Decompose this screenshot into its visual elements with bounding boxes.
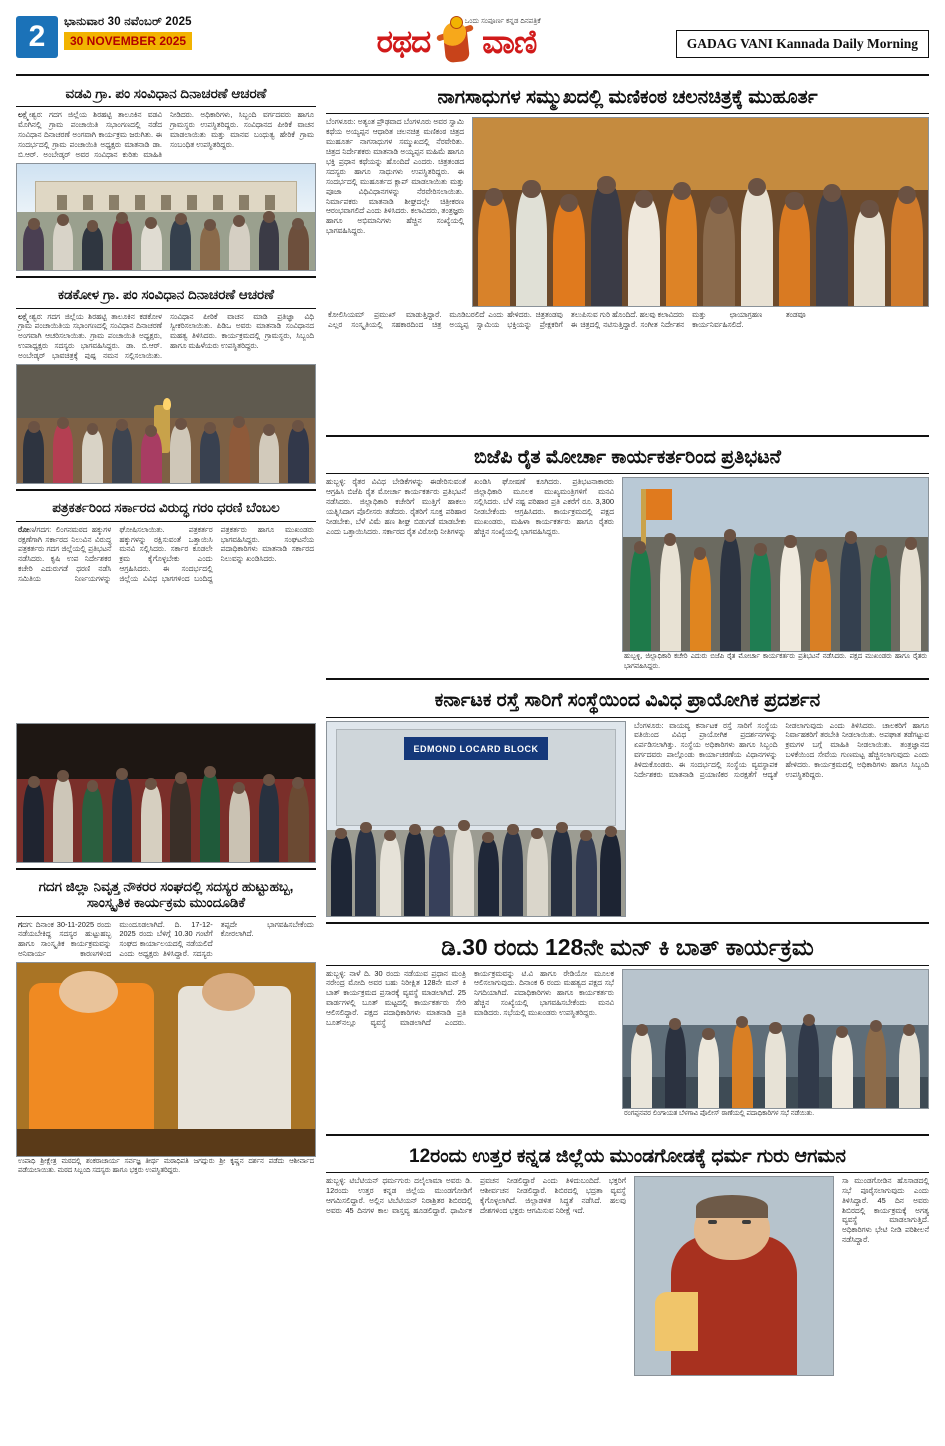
photo-caption: ಉಪಾಧಿ ಶ್ರೀಕ್ಷೇತ್ರ ಮಠದಲ್ಲಿ ಶಂಕರಾಚಾರ್ಯ ಸರ್ವಜ್ಞ ತೀರ್ಥ ಮಠಾಧಿಪತಿ ಜಗದ್ಗುರು ಶ್ರೀ ಕೃಷ್ಣನ ದರ್ಶನ ಪಡೆದು ಆಶೀರ್ವಾದ ಪಡೆಯಲಾಯಿತು. ಮಠದ ಸಿಬ್ಬಂದಿ ಸದಸ್ಯರು ಹಾಗೂ ಭಕ್ತರು ಉಪಸ್ಥಿತರಿದ್ದರು. xyxy=(18,1158,314,1175)
headline: ಪತ್ರಕರ್ತರಿಂದ ಸರ್ಕಾರದ ವಿರುದ್ಧ ಗರಂ ಧರಣಿ ಬೆಂಬಲ xyxy=(52,500,280,516)
logo-word-2: ವಾಣಿ xyxy=(482,22,537,60)
article-body: ಲಕ್ಷ್ಮೇಶ್ವರ: ಗದಗ ಜಿಲ್ಲೆಯ ಶಿರಹಟ್ಟಿ ತಾಲೂಕಿನ ಕಡಕೋಳ ಗ್ರಾಮ ಪಂಚಾಯಿತಿಯ ಸಭಾಂಗಣದಲ್ಲಿ ಸಂವಿಧಾನ ದಿನಾಚರಣೆ ಅಂಗವಾಗಿ ಆಚರಿಸಲಾಯಿತು. ಗ್ರಾಮ ಪಂಚಾಯಿತಿ ಅಧ್ಯಕ್ಷರು, ಉಪಾಧ್ಯಕ್ಷರು ಸದಸ್ಯರು ಭಾಗವಹಿಸಿದ್ದರು. ಡಾ. ಬಿ.ಆರ್. ಅಂಬೇಡ್ಕರ್ ಭಾವಚಿತ್ರಕ್ಕೆ ಪುಷ್ಪ ನಮನ ಸಲ್ಲಿಸಲಾಯಿತು. ಸಂವಿಧಾನ ಪೀಠಿಕೆ ವಾಚನ ಮಾಡಿ ಪ್ರತಿಜ್ಞಾ ವಿಧಿ ಸ್ವೀಕರಿಸಲಾಯಿತು. ಪಿಡಿಒ ಅವರು ಮಾತನಾಡಿ ಸಂವಿಧಾನದ ಮಹತ್ವ ತಿಳಿಸಿದರು. ಕಾರ್ಯಕ್ರಮದಲ್ಲಿ ಗ್ರಾಮಸ್ಥರು, ಸಿಬ್ಬಂದಿ ಹಾಗೂ ಮಹಿಳೆಯರು ಉಪಸ್ಥಿತರಿದ್ದರು. xyxy=(18,311,314,361)
article-body-continued: ಕೋಲಿಸಿಯಮ್ ಪ್ರಮುಖ್ ಮಾಡುತ್ತಿದ್ದಾರೆ. ಎಲ್ಲರ ಸಂಸ್ಕೃತಿಯಲ್ಲಿ ಸಹಕಾರದಿಂದ ಚಿತ್ರ ಮೂಡಿಬರಲಿದೆ ಎಂದು ಹೇಳಿದರು. ಚಿತ್ರತಂಡವು ಅಯ್ಯಪ್ಪ ಸ್ವಾಮಿಯ ಭಕ್ತಿಯನ್ನು ಪ್ರೇಕ್ಷಕರಿಗೆ ತಲುಪಿಸುವ ಗುರಿ ಹೊಂದಿದೆ. ಹಲವು ಕಲಾವಿದರು ಈ ಚಿತ್ರದಲ್ಲಿ ನಟಿಸುತ್ತಿದ್ದಾರೆ. ಸಂಗೀತ ನಿರ್ದೇಶನ ಮತ್ತು ಛಾಯಾಗ್ರಹಣ ತಂಡವೂ ಕಾರ್ಯನಿರ್ವಹಿಸಲಿದೆ. xyxy=(328,310,806,330)
article-dalai-lama-visit xyxy=(326,1141,929,1376)
masthead-left xyxy=(16,14,254,74)
date-block xyxy=(64,14,192,50)
logo-word-1: ರಥದ xyxy=(376,23,431,59)
dalai-lama-photo xyxy=(634,1176,834,1376)
article-body: ಹುಬ್ಬಳ್ಳಿ: ಟಿಬೆಟಿಯನ್ ಧರ್ಮಗುರು ದಲೈಲಾಮಾ ಅವರು ಡಿ. 12ರಂದು ಉತ್ತರ ಕನ್ನಡ ಜಿಲ್ಲೆಯ ಮುಂಡಗೋಡಿಗೆ ಆಗಮಿಸಲಿದ್ದಾರೆ. ಅಲ್ಲಿನ ಟಿಬೆಟಿಯನ್ ನಿರಾಶ್ರಿತರ ಶಿಬಿರದಲ್ಲಿ ಅವರು 45 ದಿನಗಳ ಕಾಲ ವಾಸ್ತವ್ಯ ಹೂಡಲಿದ್ದಾರೆ. ಧಾರ್ಮಿಕ ಪ್ರವಚನ ನೀಡಲಿದ್ದಾರೆ ಎಂದು ತಿಳಿದುಬಂದಿದೆ. ಭಕ್ತರಿಗೆ ಆಶೀರ್ವಚನ ನೀಡಲಿದ್ದಾರೆ. ಶಿಬಿರದಲ್ಲಿ ಭದ್ರತಾ ವ್ಯವಸ್ಥೆ ಕೈಗೊಳ್ಳಲಾಗಿದೆ. ಜಿಲ್ಲಾಡಳಿತ ಸಿದ್ಧತೆ ನಡೆಸಿದೆ. ಹಲವು ದೇಶಗಳಿಂದ ಭಕ್ತರು ಆಗಮಿಸುವ ನಿರೀಕ್ಷೆ ಇದೆ. xyxy=(326,1175,626,1215)
headline: 12ರಂದು ಉತ್ತರ ಕನ್ನಡ ಜಿಲ್ಲೆಯ ಮುಂಡಗೋಡಕ್ಕೆ ಧರ್ಮ ಗುರು ಆಗಮನ xyxy=(409,1145,846,1167)
masthead xyxy=(16,14,929,76)
article-body: ಲಕ್ಷ್ಮೇಶ್ವರ: ಗದಗ ಜಿಲ್ಲೆಯ ಶಿರಹಟ್ಟಿ ತಾಲೂಕಿನ ವಡವಿ ಮೊಗಿನಲ್ಲಿ ಗ್ರಾಮ ಪಂಚಾಯಿತಿ ಸಭಾಂಗಣದಲ್ಲಿ ನಡೆದ ಸಂವಿಧಾನ ದಿನಾಚರಣೆ ಅಂಗವಾಗಿ ಕಾರ್ಯಕ್ರಮ ಜರುಗಿತು. ಈ ಸಂದರ್ಭದಲ್ಲಿ ಗ್ರಾಮ ಪಂಚಾಯಿತಿ ಅಧ್ಯಕ್ಷರು ಮಾತನಾಡಿ ಡಾ. ಬಿ.ಆರ್. ಅಂಬೇಡ್ಕರ್ ಅವರ ಸಂವಿಧಾನ ಕುರಿತು ಮಾಹಿತಿ ನೀಡಿದರು. ಅಧಿಕಾರಿಗಳು, ಸಿಬ್ಬಂದಿ ವರ್ಗದವರು ಹಾಗೂ ಗ್ರಾಮಸ್ಥರು ಉಪಸ್ಥಿತರಿದ್ದರು. ಸಂವಿಧಾನದ ಪೀಠಿಕೆ ವಾಚನ ಮಾಡಲಾಯಿತು ಮತ್ತು ಮಾನವ ಬಂಧುತ್ವ ಹೇರಿಕೆ ಗ್ರಾಮ ಸಂಬಂಧಿತ ಉಪಸ್ಥಿತರಿದ್ದರು. xyxy=(18,110,314,160)
article-ksrtc-demonstration xyxy=(326,685,929,916)
party-meeting-photo xyxy=(622,969,929,1109)
photo-caption: ರಂಗಪ್ಪನವರ ಲಿಂಗಾಯತ ಬೆಳಗಾವಿ ಪೊಲೀಸ್ ಠಾಣೆಯಲ್ಲಿ ಪದಾಧಿಕಾರಿಗಳ ಸಭೆ ನಡೆಯಿತು. xyxy=(624,1109,815,1117)
headline: ವಡವಿ ಗ್ರಾ. ಪಂ ಸಂವಿಧಾನ ದಿನಾಚರಣೆ ಆಚರಣೆ xyxy=(65,86,267,101)
headline: ಕಡಕೋಳ ಗ್ರಾ. ಪಂ ಸಂವಿಧಾನ ದಿನಾಚರಣೆ ಆಚರಣೆ xyxy=(57,287,275,303)
date-english: 30 NOVEMBER 2025 xyxy=(64,32,192,50)
film-muhurta-photo xyxy=(472,117,929,307)
article-body-continued: ಸಾ ಮುಂಡಗೋಡಿನ ಹೊಸಾಡದಲ್ಲಿ ಸಭೆ ಪೂರೈಸಲಾಗುವುದು ಎಂದು ತಿಳಿಸಿದ್ದಾರೆ. 45 ದಿನ ಅವರು ಶಿಬಿರದಲ್ಲಿ ಕಾರ್ಯಕ್ರಮಕ್ಕೆ ಅಗತ್ಯ ವ್ಯವಸ್ಥೆ ಮಾಡಲಾಗುತ್ತಿದೆ. ಅಧಿಕಾರಿಗಳು ಭೇಟಿ ನೀಡಿ ಪರಿಶೀಲನೆ ನಡೆಸಿದ್ದಾರೆ. xyxy=(842,1175,929,1245)
bjp-farmers-protest-photo xyxy=(622,477,929,652)
logo-subtext: ಒಂದು ಸಂಪೂರ್ಣ ಕನ್ನಡ ದಿನಪತ್ರಿಕೆ xyxy=(464,18,541,25)
headline: ನಾಗಸಾಧುಗಳ ಸಮ್ಮುಖದಲ್ಲಿ ಮಣಿಕಂಠ ಚಲನಚಿತ್ರಕ್ಕೆ ಮುಹೂರ್ತ xyxy=(437,87,818,108)
left-column xyxy=(16,82,316,1427)
swamiji-meeting-photo xyxy=(16,962,316,1157)
headline: ಕರ್ನಾಟಕ ರಸ್ತೆ ಸಾರಿಗೆ ಸಂಸ್ಥೆಯಿಂದ ವಿವಿಧ ಪ್ರಾಯೋಗಿಕ ಪ್ರದರ್ಶನ xyxy=(434,690,821,712)
article-body: ಹುಬ್ಬಳ್ಳಿ: ನಾಳೆ ದಿ. 30 ರಂದು ನಡೆಯುವ ಪ್ರಧಾನ ಮಂತ್ರಿ ನರೇಂದ್ರ ಮೋದಿ ಅವರ ಬಹು ನಿರೀಕ್ಷಿತ 128ನೇ ಮನ್ ಕಿ ಬಾತ್ ಕಾರ್ಯಕ್ರಮದ ಪ್ರಸಾರಕ್ಕೆ ವ್ಯವಸ್ಥೆ ಮಾಡಲಾಗಿದೆ. 25 ವಾರ್ಡಗಳಲ್ಲಿ ಬೂತ್ ಮಟ್ಟದಲ್ಲಿ ಕಾರ್ಯಕರ್ತರು ಸೇರಿ ಆಲಿಸಲಿದ್ದಾರೆ. ಪಕ್ಷದ ಪದಾಧಿಕಾರಿಗಳು ಮಾತನಾಡಿ ಪ್ರತಿ ಬೂತ್‌ನಲ್ಲೂ ವ್ಯವಸ್ಥೆ ಮಾಡಲಾಗಿದೆ ಎಂದರು. ಕಾರ್ಯಕ್ರಮವನ್ನು ಟಿ.ವಿ ಹಾಗೂ ರೇಡಿಯೋ ಮೂಲಕ ಆಲಿಸಲಾಗುವುದು. ದಿನಾಂಕ 6 ರಂದು ಮಹತ್ವದ ಪಕ್ಷದ ಸಭೆ ನಿಗದಿಯಾಗಿದೆ. ಪದಾಧಿಕಾರಿಗಳು ಹಾಗೂ ಕಾರ್ಯಕರ್ತರು ಹೆಚ್ಚಿನ ಸಂಖ್ಯೆಯಲ್ಲಿ ಭಾಗವಹಿಸಬೇಕೆಂದು ಮನವಿ ಮಾಡಿದರು. ಸಭೆಯಲ್ಲಿ ಮುಖಂಡರು ಉಪಸ್ಥಿತರಿದ್ದರು. xyxy=(326,968,614,1028)
police-group-photo xyxy=(326,721,626,917)
headline: ಬಿಜೆಪಿ ರೈತ ಮೋರ್ಚಾ ಕಾರ್ಯಕರ್ತರಿಂದ ಪ್ರತಿಭಟನೆ xyxy=(474,447,781,469)
english-title: GADAG VANI Kannada Daily Morning xyxy=(676,30,929,58)
article-body: ಬೆಂಗಳೂರು: ವಾಯವ್ಯ ಕರ್ನಾಟಕ ರಸ್ತೆ ಸಾರಿಗೆ ಸಂಸ್ಥೆಯ ವತಿಯಿಂದ ವಿವಿಧ ಪ್ರಾಯೋಗಿಕ ಪ್ರದರ್ಶನಗಳನ್ನು ಏರ್ಪಡಿಸಲಾಗಿತ್ತು. ಸಂಸ್ಥೆಯ ಅಧಿಕಾರಿಗಳು ಹಾಗೂ ಸಿಬ್ಬಂದಿ ವರ್ಗದವರು ಪಾಲ್ಗೊಂಡು ಕಾರ್ಯಾಚರಣೆಯ ವಿಧಾನಗಳನ್ನು ತಿಳಿದುಕೊಂಡರು. ಈ ಸಂದರ್ಭದಲ್ಲಿ ಸಂಸ್ಥೆಯ ವ್ಯವಸ್ಥಾಪಕ ನಿರ್ದೇಶಕರು ಮಾತನಾಡಿ ಪ್ರಯಾಣಿಕರ ಸುರಕ್ಷತೆಗೆ ಆದ್ಯತೆ ನೀಡಲಾಗುವುದು ಎಂದು ತಿಳಿಸಿದರು. ಚಾಲಕರಿಗೆ ಹಾಗೂ ನಿರ್ವಾಹಕರಿಗೆ ತರಬೇತಿ ನೀಡಲಾಯಿತು. ಅಪಘಾತ ತಡೆಗಟ್ಟುವ ಕ್ರಮಗಳ ಬಗ್ಗೆ ಮಾಹಿತಿ ನೀಡಲಾಯಿತು. ತಂತ್ರಜ್ಞಾನದ ಬಳಕೆಯಿಂದ ಸೇವೆಯ ಗುಣಮಟ್ಟ ಹೆಚ್ಚಿಸಲಾಗುವುದು ಎಂದು ಹೇಳಿದರು. ಕಾರ್ಯಕ್ರಮದಲ್ಲಿ ಅಧಿಕಾರಿಗಳು ಹಾಗೂ ಸಿಬ್ಬಂದಿ ಉಪಸ್ಥಿತರಿದ್ದರು. xyxy=(634,720,929,780)
panchayat-building-photo xyxy=(16,163,316,271)
headline: ಗದಗ ಜಿಲ್ಲಾ ನಿವೃತ್ತ ನೌಕರರ ಸಂಘದಲ್ಲಿ ಸದಸ್ಯರ ಹುಟ್ಟುಹಬ್ಬ, ಸಾಂಸ್ಕೃತಿಕ ಕಾರ್ಯಕ್ರಮ ಮುಂದೂಡಿಕೆ xyxy=(38,878,294,911)
article-body: ಬೆಂಗಳೂರು: ಅತ್ಯಂತ ಪ್ರೌಢವಾದ ಬೆಂಗಳೂರು ಅವರ ಸ್ವಾಮಿ ಕಥೆಯ ಅಯ್ಯಪ್ಪನ ಆಧಾರಿತ ಚಲನಚಿತ್ರ ಮಣಿಕಂಠ ಚಿತ್ರದ ಮುಹೂರ್ತ ನಾಗಸಾಧುಗಳ ಸಮ್ಮುಖದಲ್ಲಿ ನೆರವೇರಿತು. ಚಿತ್ರದ ನಿರ್ದೇಶಕರು ಮಾತನಾಡಿ ಅಯ್ಯಪ್ಪನ ಮಹಿಮೆ ಹಾಗೂ ಭಕ್ತಿ ಪ್ರಧಾನ ಕಥೆಯನ್ನು ಹೊಂದಿದೆ ಎಂದರು. ಚಿತ್ರತಂಡದ ಸದಸ್ಯರು ಹಾಗೂ ಸಾಧುಗಳು ಉಪಸ್ಥಿತರಿದ್ದರು. ಈ ಸಂದರ್ಭದಲ್ಲಿ ಮುಹೂರ್ತದ ಕ್ಲಾಪ್ ಮಾಡಲಾಯಿತು ಮತ್ತು ಪೂಜಾ ವಿಧಿವಿಧಾನಗಳನ್ನು ನೆರವೇರಿಸಲಾಯಿತು. ನಿರ್ಮಾಪಕರು ಮಾತನಾಡಿ ಶೀಘ್ರದಲ್ಲೇ ಚಿತ್ರೀಕರಣ ಆರಂಭವಾಗಲಿದೆ ಎಂದು ತಿಳಿಸಿದರು. ಕಲಾವಿದರು, ತಂತ್ರಜ್ಞರು ಹಾಗೂ ಅಭಿಮಾನಿಗಳು ಹೆಚ್ಚಿನ ಸಂಖ್ಯೆಯಲ್ಲಿ ಭಾಗವಹಿಸಿದ್ದರು. xyxy=(326,117,464,236)
page-number: 2 xyxy=(16,16,58,58)
right-column xyxy=(326,82,929,1427)
journalists-protest-photo xyxy=(16,723,316,863)
article-body: ಹುಬ್ಬಳ್ಳಿ: ರೈತರ ವಿವಿಧ ಬೇಡಿಕೆಗಳನ್ನು ಈಡೇರಿಸುವಂತೆ ಆಗ್ರಹಿಸಿ ಬಿಜೆಪಿ ರೈತ ಮೋರ್ಚಾ ಕಾರ್ಯಕರ್ತರು ಪ್ರತಿಭಟನೆ ನಡೆಸಿದರು. ಜಿಲ್ಲಾಧಿಕಾರಿ ಕಚೇರಿಗೆ ಮುತ್ತಿಗೆ ಹಾಕಲು ಯತ್ನಿಸಿದಾಗ ಪೊಲೀಸರು ತಡೆದರು. ರೈತರಿಗೆ ಸೂಕ್ತ ಪರಿಹಾರ ನೀಡಬೇಕು, ಬೆಳೆ ವಿಮೆ ಹಣ ಶೀಘ್ರ ಬಿಡುಗಡೆ ಮಾಡಬೇಕು ಎಂದು ಒತ್ತಾಯಿಸಿದರು. ಸರ್ಕಾರದ ರೈತ ವಿರೋಧಿ ನೀತಿಗಳನ್ನು ಖಂಡಿಸಿ ಘೋಷಣೆ ಕೂಗಿದರು. ಪ್ರತಿಭಟನಾಕಾರರು ಜಿಲ್ಲಾಧಿಕಾರಿ ಮೂಲಕ ಮುಖ್ಯಮಂತ್ರಿಗಳಿಗೆ ಮನವಿ ಸಲ್ಲಿಸಿದರು. ಬೆಳೆ ನಷ್ಟ ಪರಿಹಾರ ಪ್ರತಿ ಎಕರೆಗೆ ರೂ. 3,300 ನೀಡಬೇಕೆಂದು ಆಗ್ರಹಿಸಿದರು. ಕಾರ್ಯಕ್ರಮದಲ್ಲಿ ಪಕ್ಷದ ಮುಖಂಡರು, ಮಹಿಳಾ ಕಾರ್ಯಕರ್ತರು ಹಾಗೂ ರೈತರು ಹೆಚ್ಚಿನ ಸಂಖ್ಯೆಯಲ್ಲಿ ಭಾಗವಹಿಸಿದ್ದರು. xyxy=(326,477,614,536)
article-retired-employees-association xyxy=(16,875,316,1176)
article-body: ರೋಣ/ಗದಗ: ಲಿಂಗನಮಠದ ಹಕ್ಕುಗಳ ರಕ್ಷಣೆಗಾಗಿ ಸರ್ಕಾರದ ನಿಲುವಿನ ವಿರುದ್ಧ ಪತ್ರಕರ್ತರು ಗದಗ ಜಿಲ್ಲೆಯಲ್ಲಿ ಪ್ರತಿಭಟನೆ ನಡೆಸಿದರು. ಕೃಷಿ ಉಪ ನಿರ್ದೇಶಕರ ಕಚೇರಿ ಎದುರುಗಡೆ ಧರಣಿ ನಡೆಸಿ ಸಮಿತಿಯ ನಿರ್ಣಯಗಳನ್ನು ಘೋಷಿಸಲಾಯಿತು. ಪತ್ರಕರ್ತರ ಹಕ್ಕುಗಳನ್ನು ರಕ್ಷಿಸುವಂತೆ ಒತ್ತಾಯಿಸಿ ಮನವಿ ಸಲ್ಲಿಸಿದರು. ಸರ್ಕಾರ ಕೂಡಲೇ ಕ್ರಮ ಕೈಗೊಳ್ಳಬೇಕು ಎಂದು ಆಗ್ರಹಿಸಿದರು. ಈ ಸಂದರ್ಭದಲ್ಲಿ ಜಿಲ್ಲೆಯ ವಿವಿಧ ಭಾಗಗಳಿಂದ ಬಂದಿದ್ದ ಪತ್ರಕರ್ತರು ಹಾಗೂ ಮುಖಂಡರು ಭಾಗವಹಿಸಿದ್ದರು. ಸಂಘಟನೆಯ ಪದಾಧಿಕಾರಿಗಳು ಮಾತನಾಡಿ ಸರ್ಕಾರದ ನಿಲುವನ್ನು ಖಂಡಿಸಿದರು. xyxy=(18,524,314,584)
lamp-lighting-photo xyxy=(16,364,316,484)
date-kannada: ಭಾನುವಾರ 30 ನವೆಂಬರ್ 2025 xyxy=(64,16,192,28)
building-sign: EDMOND LOCARD BLOCK xyxy=(404,737,547,760)
masthead-logo xyxy=(254,12,659,72)
photo-caption: ಹುಬ್ಬಳ್ಳಿ, ಜಿಲ್ಲಾಧಿಕಾರಿ ಕಚೇರಿ ಎದುರು ಬಿಜೆಪಿ ರೈತ ಮೋರ್ಚಾ ಕಾರ್ಯಕರ್ತರು ಪ್ರತಿಭಟನೆ ನಡೆಸಿದರು. ಪಕ್ಷದ ಮುಖಂಡರು ಹಾಗೂ ರೈತರು ಭಾಗವಹಿಸಿದ್ದರು. xyxy=(624,653,927,670)
article-body: ಗದಗ: ದಿನಾಂಕ 30-11-2025 ರಂದು ನಡೆಯಬೇಕಿದ್ದ ಸದಸ್ಯರ ಹುಟ್ಟುಹಬ್ಬ ಹಾಗೂ ಸಾಂಸ್ಕೃತಿಕ ಕಾರ್ಯಕ್ರಮವನ್ನು ಅನಿವಾರ್ಯ ಕಾರಣಗಳಿಂದ ಮುಂದೂಡಲಾಗಿದೆ. ದಿ. 17-12-2025 ರಂದು ಬೆಳಿಗ್ಗೆ 10.30 ಗಂಟೆಗೆ ಸಂಘದ ಕಾರ್ಯಾಲಯದಲ್ಲಿ ನಡೆಯಲಿದೆ ಎಂದು ಅಧ್ಯಕ್ಷರು ತಿಳಿಸಿದ್ದಾರೆ. ಸದಸ್ಯರು ತಪ್ಪದೇ ಭಾಗವಹಿಸಬೇಕೆಂದು ಕೋರಲಾಗಿದೆ. xyxy=(18,919,314,959)
article-vadavi-constitution-day xyxy=(16,82,316,271)
article-manikantha-film-muhurta xyxy=(326,82,929,430)
page-content xyxy=(16,82,929,1427)
article-mann-ki-baat xyxy=(326,929,929,1129)
headline: ಡಿ.30 ರಂದು 128ನೇ ಮನ್ ಕಿ ಬಾತ್ ಕಾರ್ಯಕ್ರಮ xyxy=(441,933,814,960)
article-bjp-farmers-protest xyxy=(326,442,929,673)
article-journalists-protest xyxy=(16,496,316,862)
masthead-right xyxy=(659,14,929,74)
article-kadakol-constitution-day xyxy=(16,283,316,484)
